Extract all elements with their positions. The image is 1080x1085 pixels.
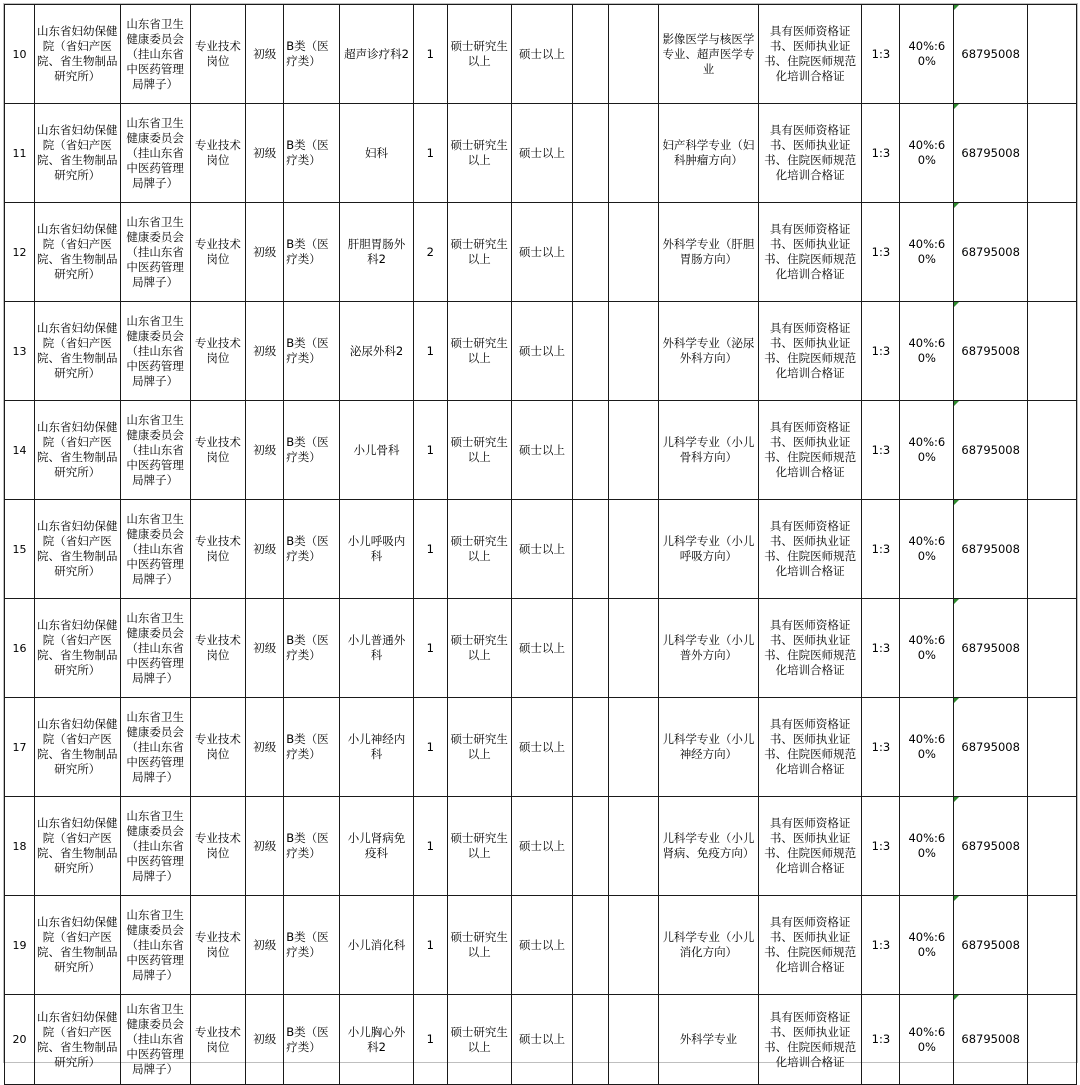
cell-empty-18[interactable] [1028, 599, 1077, 698]
cell-major[interactable]: 儿科学专业（小儿神经方向） [659, 698, 759, 797]
cell-level[interactable]: 初级 [246, 995, 284, 1085]
cell-level[interactable]: 初级 [246, 698, 284, 797]
cell-post-type[interactable]: 专业技术岗位 [190, 995, 246, 1085]
cell-degree[interactable]: 硕士以上 [511, 401, 573, 500]
cell-score-weight[interactable]: 40%:60% [900, 203, 954, 302]
cell-empty-12[interactable] [609, 500, 659, 599]
cell-post-type[interactable]: 专业技术岗位 [190, 599, 246, 698]
cell-other-requirements[interactable]: 具有医师资格证书、医师执业证书、住院医师规范化培训合格证 [758, 302, 862, 401]
cell-degree[interactable]: 硕士以上 [511, 302, 573, 401]
cell-empty-11[interactable] [573, 302, 609, 401]
cell-score-weight[interactable]: 40%:60% [900, 599, 954, 698]
spreadsheet-sheet [3, 3, 1078, 1076]
cell-education[interactable]: 硕士研究生以上 [447, 995, 511, 1085]
cell-empty-18[interactable] [1028, 401, 1077, 500]
table-row [5, 302, 1077, 401]
cell-post-name[interactable]: 超声诊疗科2 [340, 5, 414, 104]
cell-index[interactable]: 20 [5, 995, 35, 1085]
cell-other-requirements[interactable]: 具有医师资格证书、医师执业证书、住院医师规范化培训合格证 [758, 203, 862, 302]
table-row [5, 401, 1077, 500]
cell-department[interactable]: 山东省卫生健康委员会（挂山东省中医药管理局牌子） [120, 104, 190, 203]
cell-degree[interactable]: 硕士以上 [511, 698, 573, 797]
cell-index[interactable]: 16 [5, 599, 35, 698]
cell-education[interactable]: 硕士研究生以上 [447, 698, 511, 797]
cell-education[interactable]: 硕士研究生以上 [447, 500, 511, 599]
cell-empty-18[interactable] [1028, 203, 1077, 302]
cell-score-weight[interactable]: 40%:60% [900, 401, 954, 500]
cell-organization[interactable]: 山东省妇幼保健院（省妇产医院、省生物制品研究所） [34, 698, 120, 797]
cell-empty-11[interactable] [573, 104, 609, 203]
cell-post-type[interactable]: 专业技术岗位 [190, 302, 246, 401]
cell-major[interactable]: 儿科学专业（小儿消化方向） [659, 896, 759, 995]
cell-level[interactable]: 初级 [246, 797, 284, 896]
cell-level[interactable]: 初级 [246, 104, 284, 203]
cell-count[interactable]: 1 [413, 995, 447, 1085]
cell-score-weight[interactable]: 40%:60% [900, 896, 954, 995]
table-row [5, 203, 1077, 302]
table-row [5, 698, 1077, 797]
cell-empty-18[interactable] [1028, 698, 1077, 797]
cell-department[interactable]: 山东省卫生健康委员会（挂山东省中医药管理局牌子） [120, 599, 190, 698]
cell-contact-phone[interactable]: 68795008 [954, 401, 1028, 500]
cell-other-requirements[interactable]: 具有医师资格证书、医师执业证书、住院医师规范化培训合格证 [758, 698, 862, 797]
cell-education[interactable]: 硕士研究生以上 [447, 797, 511, 896]
cell-category[interactable]: B类（医疗类） [284, 797, 340, 896]
cell-post-name[interactable]: 泌尿外科2 [340, 302, 414, 401]
cell-count[interactable]: 1 [413, 698, 447, 797]
cell-degree[interactable]: 硕士以上 [511, 599, 573, 698]
cell-ratio[interactable]: 1:3 [862, 104, 900, 203]
cell-post-name[interactable]: 小儿肾病免疫科 [340, 797, 414, 896]
table-row [5, 797, 1077, 896]
cell-empty-11[interactable] [573, 698, 609, 797]
cell-other-requirements[interactable]: 具有医师资格证书、医师执业证书、住院医师规范化培训合格证 [758, 995, 862, 1085]
cell-empty-12[interactable] [609, 698, 659, 797]
cell-count[interactable]: 2 [413, 203, 447, 302]
cell-major[interactable]: 儿科学专业（小儿肾病、免疫方向） [659, 797, 759, 896]
cell-degree[interactable]: 硕士以上 [511, 500, 573, 599]
cell-organization[interactable]: 山东省妇幼保健院（省妇产医院、省生物制品研究所） [34, 500, 120, 599]
cell-score-weight[interactable]: 40%:60% [900, 104, 954, 203]
cell-major[interactable]: 妇产科学专业（妇科肿瘤方向） [659, 104, 759, 203]
cell-organization[interactable]: 山东省妇幼保健院（省妇产医院、省生物制品研究所） [34, 302, 120, 401]
cell-post-type[interactable]: 专业技术岗位 [190, 203, 246, 302]
cell-empty-11[interactable] [573, 5, 609, 104]
cell-empty-18[interactable] [1028, 5, 1077, 104]
table-row [5, 995, 1077, 1085]
cell-empty-18[interactable] [1028, 896, 1077, 995]
cell-major[interactable]: 儿科学专业（小儿骨科方向） [659, 401, 759, 500]
cell-empty-12[interactable] [609, 797, 659, 896]
cell-empty-11[interactable] [573, 896, 609, 995]
cell-empty-12[interactable] [609, 302, 659, 401]
cell-ratio[interactable]: 1:3 [862, 500, 900, 599]
cell-organization[interactable]: 山东省妇幼保健院（省妇产医院、省生物制品研究所） [34, 5, 120, 104]
cell-organization[interactable]: 山东省妇幼保健院（省妇产医院、省生物制品研究所） [34, 203, 120, 302]
cell-major[interactable]: 外科学专业 [659, 995, 759, 1085]
cell-major[interactable]: 影像医学与核医学专业、超声医学专业 [659, 5, 759, 104]
cell-other-requirements[interactable]: 具有医师资格证书、医师执业证书、住院医师规范化培训合格证 [758, 5, 862, 104]
cell-degree[interactable]: 硕士以上 [511, 797, 573, 896]
cell-organization[interactable]: 山东省妇幼保健院（省妇产医院、省生物制品研究所） [34, 401, 120, 500]
cell-post-name[interactable]: 肝胆胃肠外科2 [340, 203, 414, 302]
cell-level[interactable]: 初级 [246, 5, 284, 104]
cell-level[interactable]: 初级 [246, 599, 284, 698]
cell-index[interactable]: 13 [5, 302, 35, 401]
cell-category[interactable]: B类（医疗类） [284, 896, 340, 995]
cell-department[interactable]: 山东省卫生健康委员会（挂山东省中医药管理局牌子） [120, 500, 190, 599]
cell-organization[interactable]: 山东省妇幼保健院（省妇产医院、省生物制品研究所） [34, 599, 120, 698]
cell-major[interactable]: 儿科学专业（小儿呼吸方向） [659, 500, 759, 599]
cell-contact-phone[interactable]: 68795008 [954, 698, 1028, 797]
cell-degree[interactable]: 硕士以上 [511, 104, 573, 203]
cell-ratio[interactable]: 1:3 [862, 797, 900, 896]
cell-department[interactable]: 山东省卫生健康委员会（挂山东省中医药管理局牌子） [120, 203, 190, 302]
cell-empty-12[interactable] [609, 5, 659, 104]
cell-contact-phone[interactable]: 68795008 [954, 599, 1028, 698]
cell-level[interactable]: 初级 [246, 401, 284, 500]
cell-empty-11[interactable] [573, 797, 609, 896]
cell-degree[interactable]: 硕士以上 [511, 5, 573, 104]
cell-index[interactable]: 17 [5, 698, 35, 797]
cell-empty-12[interactable] [609, 104, 659, 203]
cell-department[interactable]: 山东省卫生健康委员会（挂山东省中医药管理局牌子） [120, 995, 190, 1085]
cell-post-type[interactable]: 专业技术岗位 [190, 698, 246, 797]
cell-contact-phone[interactable]: 68795008 [954, 995, 1028, 1085]
cell-ratio[interactable]: 1:3 [862, 599, 900, 698]
cell-count[interactable]: 1 [413, 401, 447, 500]
cell-index[interactable]: 11 [5, 104, 35, 203]
cell-contact-phone[interactable]: 68795008 [954, 302, 1028, 401]
cell-index[interactable]: 10 [5, 5, 35, 104]
cell-empty-11[interactable] [573, 599, 609, 698]
cell-post-name[interactable]: 小儿呼吸内科 [340, 500, 414, 599]
table-row [5, 500, 1077, 599]
job-posting-table [4, 4, 1077, 1085]
cell-organization[interactable]: 山东省妇幼保健院（省妇产医院、省生物制品研究所） [34, 797, 120, 896]
table-row [5, 104, 1077, 203]
cell-other-requirements[interactable]: 具有医师资格证书、医师执业证书、住院医师规范化培训合格证 [758, 797, 862, 896]
cell-count[interactable]: 1 [413, 104, 447, 203]
cell-contact-phone[interactable]: 68795008 [954, 104, 1028, 203]
cell-post-name[interactable]: 妇科 [340, 104, 414, 203]
cell-empty-18[interactable] [1028, 995, 1077, 1085]
cell-education[interactable]: 硕士研究生以上 [447, 401, 511, 500]
cell-education[interactable]: 硕士研究生以上 [447, 203, 511, 302]
cell-department[interactable]: 山东省卫生健康委员会（挂山东省中医药管理局牌子） [120, 896, 190, 995]
cell-empty-12[interactable] [609, 599, 659, 698]
cell-post-type[interactable]: 专业技术岗位 [190, 104, 246, 203]
cell-index[interactable]: 18 [5, 797, 35, 896]
cell-category[interactable]: B类（医疗类） [284, 698, 340, 797]
cell-department[interactable]: 山东省卫生健康委员会（挂山东省中医药管理局牌子） [120, 401, 190, 500]
cell-count[interactable]: 1 [413, 599, 447, 698]
cell-degree[interactable]: 硕士以上 [511, 995, 573, 1085]
cell-category[interactable]: B类（医疗类） [284, 995, 340, 1085]
cell-category[interactable]: B类（医疗类） [284, 500, 340, 599]
cell-department[interactable]: 山东省卫生健康委员会（挂山东省中医药管理局牌子） [120, 797, 190, 896]
cell-ratio[interactable]: 1:3 [862, 302, 900, 401]
cell-education[interactable]: 硕士研究生以上 [447, 5, 511, 104]
cell-major[interactable]: 儿科学专业（小儿普外方向） [659, 599, 759, 698]
cell-post-name[interactable]: 小儿神经内科 [340, 698, 414, 797]
cell-organization[interactable]: 山东省妇幼保健院（省妇产医院、省生物制品研究所） [34, 995, 120, 1085]
cell-empty-18[interactable] [1028, 500, 1077, 599]
cell-index[interactable]: 19 [5, 896, 35, 995]
cell-index[interactable]: 14 [5, 401, 35, 500]
cell-degree[interactable]: 硕士以上 [511, 896, 573, 995]
cell-education[interactable]: 硕士研究生以上 [447, 896, 511, 995]
cell-post-type[interactable]: 专业技术岗位 [190, 797, 246, 896]
cell-score-weight[interactable]: 40%:60% [900, 995, 954, 1085]
cell-count[interactable]: 1 [413, 302, 447, 401]
cell-other-requirements[interactable]: 具有医师资格证书、医师执业证书、住院医师规范化培训合格证 [758, 599, 862, 698]
cell-degree[interactable]: 硕士以上 [511, 203, 573, 302]
cell-level[interactable]: 初级 [246, 896, 284, 995]
cell-ratio[interactable]: 1:3 [862, 203, 900, 302]
cell-post-name[interactable]: 小儿普通外科 [340, 599, 414, 698]
cell-education[interactable]: 硕士研究生以上 [447, 104, 511, 203]
cell-count[interactable]: 1 [413, 797, 447, 896]
cell-major[interactable]: 外科学专业（泌尿外科方向） [659, 302, 759, 401]
cell-level[interactable]: 初级 [246, 302, 284, 401]
cell-empty-18[interactable] [1028, 797, 1077, 896]
cell-score-weight[interactable]: 40%:60% [900, 500, 954, 599]
cell-department[interactable]: 山东省卫生健康委员会（挂山东省中医药管理局牌子） [120, 698, 190, 797]
cell-contact-phone[interactable]: 68795008 [954, 896, 1028, 995]
cell-count[interactable]: 1 [413, 5, 447, 104]
cell-category[interactable]: B类（医疗类） [284, 5, 340, 104]
cell-post-type[interactable]: 专业技术岗位 [190, 5, 246, 104]
cell-post-name[interactable]: 小儿骨科 [340, 401, 414, 500]
cell-category[interactable]: B类（医疗类） [284, 203, 340, 302]
cell-other-requirements[interactable]: 具有医师资格证书、医师执业证书、住院医师规范化培训合格证 [758, 500, 862, 599]
cell-empty-12[interactable] [609, 896, 659, 995]
cell-empty-11[interactable] [573, 995, 609, 1085]
cell-education[interactable]: 硕士研究生以上 [447, 302, 511, 401]
table-row [5, 896, 1077, 995]
cell-index[interactable]: 12 [5, 203, 35, 302]
cell-score-weight[interactable]: 40%:60% [900, 5, 954, 104]
cell-education[interactable]: 硕士研究生以上 [447, 599, 511, 698]
cell-category[interactable]: B类（医疗类） [284, 302, 340, 401]
cell-level[interactable]: 初级 [246, 203, 284, 302]
cell-major[interactable]: 外科学专业（肝胆胃肠方向） [659, 203, 759, 302]
cell-level[interactable]: 初级 [246, 500, 284, 599]
cell-category[interactable]: B类（医疗类） [284, 401, 340, 500]
cell-post-type[interactable]: 专业技术岗位 [190, 500, 246, 599]
cell-ratio[interactable]: 1:3 [862, 995, 900, 1085]
cell-score-weight[interactable]: 40%:60% [900, 797, 954, 896]
cell-count[interactable]: 1 [413, 896, 447, 995]
cell-other-requirements[interactable]: 具有医师资格证书、医师执业证书、住院医师规范化培训合格证 [758, 896, 862, 995]
cell-empty-12[interactable] [609, 401, 659, 500]
cell-post-type[interactable]: 专业技术岗位 [190, 401, 246, 500]
cell-contact-phone[interactable]: 68795008 [954, 203, 1028, 302]
cell-category[interactable]: B类（医疗类） [284, 599, 340, 698]
cell-ratio[interactable]: 1:3 [862, 5, 900, 104]
cell-empty-11[interactable] [573, 500, 609, 599]
cell-ratio[interactable]: 1:3 [862, 896, 900, 995]
table-row [5, 5, 1077, 104]
cell-other-requirements[interactable]: 具有医师资格证书、医师执业证书、住院医师规范化培训合格证 [758, 401, 862, 500]
cell-empty-18[interactable] [1028, 302, 1077, 401]
cell-organization[interactable]: 山东省妇幼保健院（省妇产医院、省生物制品研究所） [34, 896, 120, 995]
cell-index[interactable]: 15 [5, 500, 35, 599]
cell-empty-12[interactable] [609, 995, 659, 1085]
cell-department[interactable]: 山东省卫生健康委员会（挂山东省中医药管理局牌子） [120, 5, 190, 104]
cell-contact-phone[interactable]: 68795008 [954, 500, 1028, 599]
cell-post-name[interactable]: 小儿消化科 [340, 896, 414, 995]
cell-department[interactable]: 山东省卫生健康委员会（挂山东省中医药管理局牌子） [120, 302, 190, 401]
cell-score-weight[interactable]: 40%:60% [900, 698, 954, 797]
cell-post-type[interactable]: 专业技术岗位 [190, 896, 246, 995]
cell-contact-phone[interactable]: 68795008 [954, 797, 1028, 896]
cell-count[interactable]: 1 [413, 500, 447, 599]
cell-ratio[interactable]: 1:3 [862, 401, 900, 500]
cell-empty-18[interactable] [1028, 104, 1077, 203]
cell-empty-12[interactable] [609, 203, 659, 302]
cell-category[interactable]: B类（医疗类） [284, 104, 340, 203]
cell-contact-phone[interactable]: 68795008 [954, 5, 1028, 104]
cell-score-weight[interactable]: 40%:60% [900, 302, 954, 401]
cell-empty-11[interactable] [573, 401, 609, 500]
cell-post-name[interactable]: 小儿胸心外科2 [340, 995, 414, 1085]
cell-empty-11[interactable] [573, 203, 609, 302]
table-row [5, 599, 1077, 698]
cell-ratio[interactable]: 1:3 [862, 698, 900, 797]
cell-organization[interactable]: 山东省妇幼保健院（省妇产医院、省生物制品研究所） [34, 104, 120, 203]
cell-other-requirements[interactable]: 具有医师资格证书、医师执业证书、住院医师规范化培训合格证 [758, 104, 862, 203]
